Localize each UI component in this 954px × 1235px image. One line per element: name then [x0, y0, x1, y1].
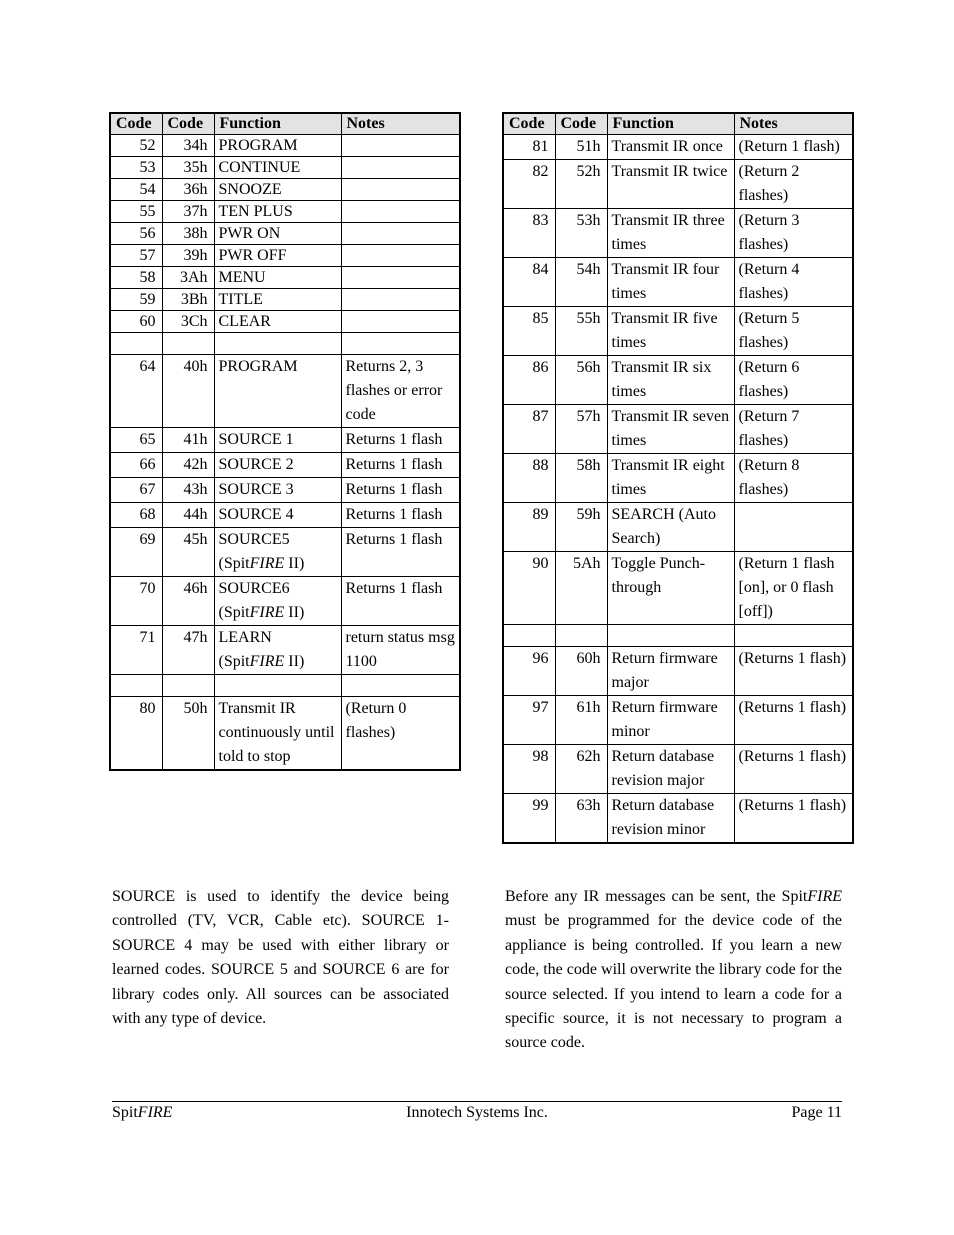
table-row [110, 135, 460, 157]
table-row [110, 311, 460, 333]
notes-cell: (Returns 1 flash) [734, 647, 853, 696]
table-row [110, 577, 460, 626]
function-cell: Transmit IR eight times [607, 454, 734, 503]
code-dec-cell [503, 625, 555, 647]
code-hex-cell: 63h [555, 794, 607, 844]
code-dec-cell: 59 [110, 289, 162, 311]
code-dec-cell: 57 [110, 245, 162, 267]
table-row [503, 503, 853, 552]
function-cell: Transmit IR three times [607, 209, 734, 258]
notes-cell: (Return 5 flashes) [734, 307, 853, 356]
code-hex-cell [162, 675, 214, 697]
header-notes: Notes [341, 113, 460, 135]
table-row [503, 135, 853, 160]
code-hex-cell: 47h [162, 626, 214, 675]
code-dec-cell: 83 [503, 209, 555, 258]
notes-cell [341, 179, 460, 201]
code-hex-cell: 50h [162, 697, 214, 771]
code-dec-cell: 69 [110, 528, 162, 577]
notes-cell [341, 135, 460, 157]
header-code-hex: Code [555, 113, 607, 135]
code-dec-cell: 88 [503, 454, 555, 503]
table-row [503, 794, 853, 844]
code-hex-cell: 38h [162, 223, 214, 245]
code-hex-cell: 37h [162, 201, 214, 223]
notes-cell: (Return 3 flashes) [734, 209, 853, 258]
function-cell: SOURCE 2 [214, 453, 341, 478]
table-row [503, 160, 853, 209]
function-cell: SNOOZE [214, 179, 341, 201]
para-right-em: FIRE [807, 888, 842, 905]
function-cell: Transmit IR continuously until told to stop [214, 697, 341, 771]
header-code-hex: Code [162, 113, 214, 135]
code-dec-cell: 71 [110, 626, 162, 675]
code-hex-cell [162, 333, 214, 355]
code-dec-cell: 58 [110, 267, 162, 289]
header-function: Function [214, 113, 341, 135]
notes-cell: (Returns 1 flash) [734, 745, 853, 794]
code-hex-cell: 5Ah [555, 552, 607, 625]
code-hex-cell: 46h [162, 577, 214, 626]
code-dec-cell: 70 [110, 577, 162, 626]
notes-cell [341, 201, 460, 223]
function-cell: Return database revision minor [607, 794, 734, 844]
code-hex-cell: 40h [162, 355, 214, 428]
code-hex-cell: 56h [555, 356, 607, 405]
table-spacer-row [110, 675, 460, 697]
code-dec-cell [110, 333, 162, 355]
programming-note-paragraph [505, 885, 842, 1056]
footer-divider [112, 1101, 842, 1102]
function-cell: SOURCE 4 [214, 503, 341, 528]
code-hex-cell: 60h [555, 647, 607, 696]
code-dec-cell: 85 [503, 307, 555, 356]
para-right-pre: Before any IR messages can be sent, the Spit [505, 888, 808, 905]
notes-cell [341, 223, 460, 245]
notes-cell: Returns 1 flash [341, 503, 460, 528]
notes-cell [734, 503, 853, 552]
code-hex-cell [555, 625, 607, 647]
table-row [110, 428, 460, 453]
code-dec-cell: 86 [503, 356, 555, 405]
footer-product-name: SpitFIRE [112, 1104, 173, 1121]
table-header-row [110, 113, 460, 135]
code-dec-cell: 97 [503, 696, 555, 745]
code-hex-cell: 43h [162, 478, 214, 503]
function-cell: SOURCE5 (SpitFIRE II) [214, 528, 341, 577]
function-cell: Return firmware major [607, 647, 734, 696]
code-hex-cell: 35h [162, 157, 214, 179]
notes-cell: Returns 1 flash [341, 577, 460, 626]
notes-cell [341, 311, 460, 333]
code-hex-cell: 53h [555, 209, 607, 258]
para-right-post: must be programmed for the device code of the appliance is being controlled. If you learn a new code, the code will overwrite the library code for the source selected. If you intend to learn a code for a specific source, it is not necessary to program a source code. [505, 912, 842, 1052]
code-hex-cell: 45h [162, 528, 214, 577]
function-cell: Return firmware minor [607, 696, 734, 745]
table-row [110, 503, 460, 528]
table-row [503, 307, 853, 356]
function-cell: MENU [214, 267, 341, 289]
code-dec-cell: 53 [110, 157, 162, 179]
table-row [503, 552, 853, 625]
code-hex-cell: 59h [555, 503, 607, 552]
notes-cell [341, 245, 460, 267]
table-row [503, 258, 853, 307]
function-cell: Transmit IR six times [607, 356, 734, 405]
function-cell [607, 625, 734, 647]
footer-company: Innotech Systems Inc. [406, 1104, 548, 1121]
function-cell: SOURCE6 (SpitFIRE II) [214, 577, 341, 626]
notes-cell: Returns 2, 3 flashes or error code [341, 355, 460, 428]
code-dec-cell: 87 [503, 405, 555, 454]
code-hex-cell: 41h [162, 428, 214, 453]
function-cell: Transmit IR five times [607, 307, 734, 356]
function-cell: SEARCH (Auto Search) [607, 503, 734, 552]
notes-cell: (Return 4 flashes) [734, 258, 853, 307]
table-row [110, 528, 460, 577]
table-row [110, 478, 460, 503]
code-hex-cell: 36h [162, 179, 214, 201]
notes-cell [341, 157, 460, 179]
header-notes: Notes [734, 113, 853, 135]
code-dec-cell: 90 [503, 552, 555, 625]
source-explanation-paragraph: SOURCE is used to identify the device being controlled (TV, VCR, Cable etc). SOURCE 1-SOURCE 4 may be used with either library or learned codes. SOURCE 5 and SOURCE 6 are for library codes only. All sources can be associated with any type of device. [112, 888, 449, 1028]
code-hex-cell: 57h [555, 405, 607, 454]
table-row [503, 745, 853, 794]
table-row [110, 179, 460, 201]
table-row [110, 267, 460, 289]
header-code-dec: Code [110, 113, 162, 135]
function-cell: SOURCE 3 [214, 478, 341, 503]
notes-cell: (Return 8 flashes) [734, 454, 853, 503]
table-row [110, 626, 460, 675]
code-dec-cell: 65 [110, 428, 162, 453]
code-hex-cell: 39h [162, 245, 214, 267]
notes-cell [341, 333, 460, 355]
code-hex-cell: 58h [555, 454, 607, 503]
function-cell: Return database revision major [607, 745, 734, 794]
function-cell: TITLE [214, 289, 341, 311]
function-cell: Toggle Punch-through [607, 552, 734, 625]
code-hex-cell: 55h [555, 307, 607, 356]
table-row [110, 223, 460, 245]
notes-cell [341, 289, 460, 311]
table-row [503, 696, 853, 745]
notes-cell [734, 625, 853, 647]
function-cell: TEN PLUS [214, 201, 341, 223]
code-dec-cell: 60 [110, 311, 162, 333]
function-cell: PWR ON [214, 223, 341, 245]
notes-cell: Returns 1 flash [341, 428, 460, 453]
table-row [110, 453, 460, 478]
header-code-dec: Code [503, 113, 555, 135]
table-row [110, 697, 460, 771]
code-dec-cell: 96 [503, 647, 555, 696]
table-row [503, 405, 853, 454]
code-hex-cell: 42h [162, 453, 214, 478]
function-cell: CONTINUE [214, 157, 341, 179]
function-cell: Transmit IR once [607, 135, 734, 160]
code-dec-cell: 99 [503, 794, 555, 844]
function-cell: Transmit IR four times [607, 258, 734, 307]
notes-cell: (Returns 1 flash) [734, 696, 853, 745]
table-row [110, 245, 460, 267]
code-dec-cell: 64 [110, 355, 162, 428]
table-header-row [503, 113, 853, 135]
code-dec-cell: 80 [110, 697, 162, 771]
table-row [503, 454, 853, 503]
table-row [110, 201, 460, 223]
notes-cell: (Returns 1 flash) [734, 794, 853, 844]
table-row [110, 289, 460, 311]
code-hex-cell: 3Ah [162, 267, 214, 289]
table-row [503, 356, 853, 405]
code-dec-cell: 89 [503, 503, 555, 552]
function-cell [214, 675, 341, 697]
code-hex-cell: 51h [555, 135, 607, 160]
notes-cell: (Return 1 flash [on], or 0 flash [off]) [734, 552, 853, 625]
code-hex-cell: 61h [555, 696, 607, 745]
code-dec-cell: 55 [110, 201, 162, 223]
code-dec-cell [110, 675, 162, 697]
code-hex-cell: 44h [162, 503, 214, 528]
table-spacer-row [110, 333, 460, 355]
function-cell: CLEAR [214, 311, 341, 333]
table-row [503, 647, 853, 696]
code-hex-cell: 54h [555, 258, 607, 307]
notes-cell [341, 267, 460, 289]
table-row [110, 355, 460, 428]
function-cell: Transmit IR seven times [607, 405, 734, 454]
function-cell: SOURCE 1 [214, 428, 341, 453]
function-cell: PWR OFF [214, 245, 341, 267]
function-cell: PROGRAM [214, 135, 341, 157]
code-dec-cell: 56 [110, 223, 162, 245]
function-cell: PROGRAM [214, 355, 341, 428]
code-hex-cell: 3Ch [162, 311, 214, 333]
code-hex-cell: 34h [162, 135, 214, 157]
code-dec-cell: 84 [503, 258, 555, 307]
code-dec-cell: 82 [503, 160, 555, 209]
table-row [503, 209, 853, 258]
notes-cell: (Return 1 flash) [734, 135, 853, 160]
function-cell: Transmit IR twice [607, 160, 734, 209]
code-hex-cell: 3Bh [162, 289, 214, 311]
code-hex-cell: 52h [555, 160, 607, 209]
notes-cell: Returns 1 flash [341, 478, 460, 503]
code-dec-cell: 98 [503, 745, 555, 794]
table-row [110, 157, 460, 179]
notes-cell: return status msg 1100 [341, 626, 460, 675]
code-dec-cell: 52 [110, 135, 162, 157]
notes-cell: Returns 1 flash [341, 453, 460, 478]
code-hex-cell: 62h [555, 745, 607, 794]
function-cell [214, 333, 341, 355]
code-dec-cell: 67 [110, 478, 162, 503]
notes-cell: (Return 0 flashes) [341, 697, 460, 771]
header-function: Function [607, 113, 734, 135]
notes-cell [341, 675, 460, 697]
code-table-right [502, 112, 854, 844]
code-table-left [109, 112, 461, 771]
function-cell: LEARN (SpitFIRE II) [214, 626, 341, 675]
footer-page-number: Page 11 [791, 1104, 842, 1121]
notes-cell: Returns 1 flash [341, 528, 460, 577]
table-spacer-row [503, 625, 853, 647]
notes-cell: (Return 2 flashes) [734, 160, 853, 209]
notes-cell: (Return 6 flashes) [734, 356, 853, 405]
code-dec-cell: 81 [503, 135, 555, 160]
code-dec-cell: 68 [110, 503, 162, 528]
code-dec-cell: 66 [110, 453, 162, 478]
notes-cell: (Return 7 flashes) [734, 405, 853, 454]
code-dec-cell: 54 [110, 179, 162, 201]
